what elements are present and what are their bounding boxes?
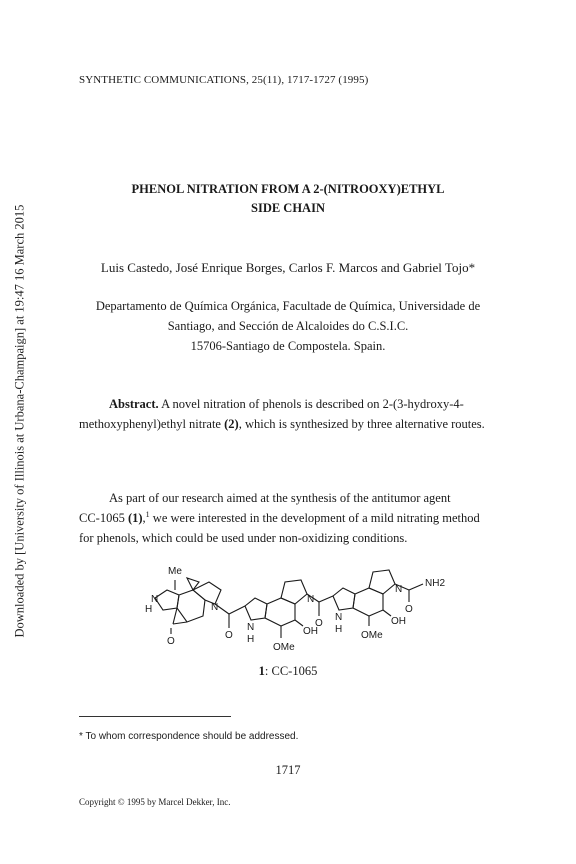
body-line-2 (79, 508, 499, 528)
bond (229, 606, 245, 614)
body-text-2b: we were interested in the development of a mild nitrating method (149, 511, 480, 525)
label-n-mid2: N (307, 594, 315, 605)
body-line-1: As part of our research aimed at the synthesis of the antitumor agent (109, 491, 451, 505)
compound-ref-2: (2) (224, 417, 239, 431)
journal-header: SYNTHETIC COMMUNICATIONS, 25(11), 1717-1727 (1995) (79, 74, 369, 86)
pyrrole-ring-left (155, 590, 179, 610)
caption-text: : CC-1065 (264, 664, 318, 678)
body-text-2a: CC-1065 (79, 511, 128, 525)
figure-caption (60, 664, 516, 679)
label-h-mid1: H (247, 634, 255, 645)
pyrrolidine-mid2 (369, 570, 395, 594)
bond (173, 622, 187, 624)
cc1065-structure-diagram (125, 560, 455, 660)
abstract-text-1: A novel nitration of phenols is described on 2-(3-hydroxy-4- (158, 397, 464, 411)
compound-ref-1: (1) (127, 511, 143, 525)
abstract-text-2a: methoxyphenyl)ethyl nitrate (79, 417, 225, 431)
bond-oh (295, 620, 303, 626)
paper-title-line-2: SIDE CHAIN (251, 201, 325, 215)
affiliation-line-2: Santiago, and Sección de Alcaloides do C.S.I.C. (167, 319, 409, 333)
bond (409, 584, 423, 590)
label-n-mid3: N (335, 612, 343, 623)
copyright-notice: Copyright © 1995 by Marcel Dekker, Inc. (79, 797, 231, 807)
label-oh-1: OH (303, 626, 318, 637)
structure-bonds (155, 570, 423, 638)
label-n-left-pyrrole: N (151, 594, 159, 605)
author-list: Luis Castedo, José Enrique Borges, Carlos F. Marcos and Gabriel Tojo* (100, 260, 476, 275)
label-o-left: O (167, 636, 175, 647)
body-comma: , (142, 511, 146, 525)
body-line-3: for phenols, which could be used under non-oxidizing conditions. (79, 531, 408, 545)
label-ome-1: OMe (273, 642, 295, 653)
abstract-line-1 (79, 394, 497, 414)
affiliation-line-1: Departamento de Química Orgánica, Facultade de Química, Universidade de (95, 299, 481, 313)
label-o-urea: O (405, 604, 413, 615)
abstract-label: Abstract. (109, 397, 159, 411)
label-n-left: N (211, 602, 219, 613)
bond (173, 608, 177, 624)
paper-title-line-1: PHENOL NITRATION FROM A 2-(NITROOXY)ETHYL (131, 182, 445, 196)
label-n-mid1: N (247, 622, 255, 633)
caption-compound-number: 1 (258, 664, 265, 678)
label-hn: H (145, 604, 153, 615)
reference-superscript: 1 (145, 509, 150, 519)
pyrrolidine-mid1 (281, 580, 307, 604)
download-watermark: Downloaded by [University of Illinois at Urbana-Champaign] at 19:47 16 March 2015 (12, 204, 27, 638)
abstract-line-2 (79, 414, 497, 434)
label-n-right: N (395, 584, 403, 595)
pyrrole-ring-mid1 (245, 598, 267, 620)
label-nh2: NH2 (425, 578, 446, 589)
pyrrole-ring-mid2 (333, 588, 355, 610)
label-o-amide-2: O (315, 618, 323, 629)
bond-oh (383, 610, 391, 616)
affiliation-line-3: 15706-Santiago de Compostela. Spain. (190, 339, 386, 353)
dienone-ring (177, 590, 205, 622)
page-number: 1717 (275, 763, 301, 777)
label-oh-2: OH (391, 616, 406, 627)
footnote-rule (79, 716, 231, 717)
label-me: Me (168, 566, 182, 577)
label-o-amide-1: O (225, 630, 233, 641)
label-ome-2: OMe (361, 630, 383, 641)
footnote: * To whom correspondence should be addressed. (79, 731, 299, 742)
label-h-mid3: H (335, 624, 343, 635)
bond (319, 596, 333, 602)
abstract-text-2b: , which is synthesized by three alternative routes. (238, 417, 485, 431)
